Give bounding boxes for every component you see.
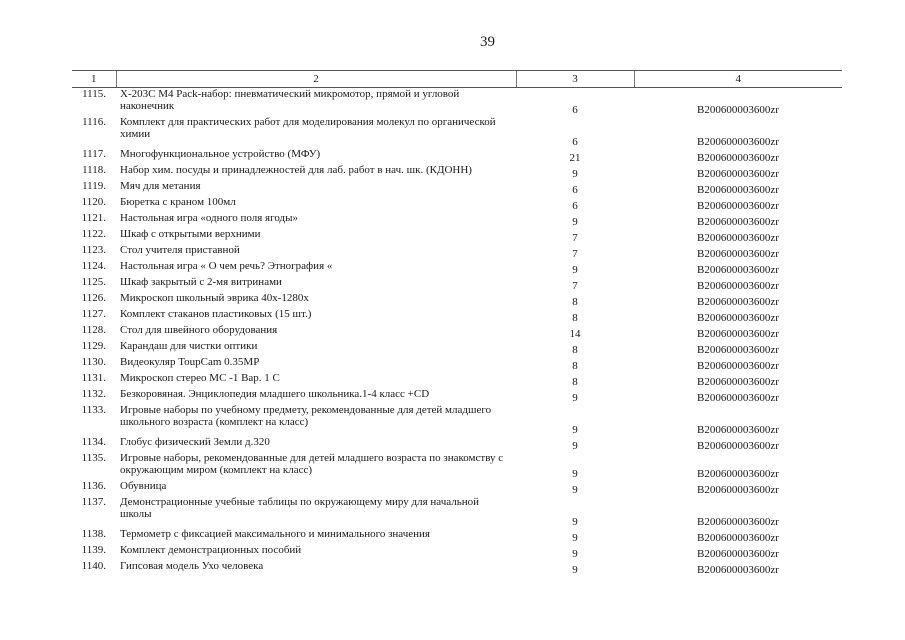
item-code: B200600003600zr: [697, 468, 779, 480]
item-name: Настольная игра «одного поля ягоды»: [120, 212, 299, 224]
table-row: [72, 164, 842, 180]
item-quantity: 9: [572, 216, 578, 228]
item-quantity: 7: [572, 280, 578, 292]
item-name: Игровые наборы по учебному предмету, рекомендованные для детей младшего школьного возраста (комплект на класс): [120, 404, 492, 428]
item-name: Карандаш для чистки оптики: [120, 340, 258, 352]
item-code: B200600003600zr: [697, 296, 779, 308]
item-name: Игровые наборы, рекомендованные для детей младшего возраста по знакомству с окружающим миром (комплект на класс): [120, 452, 504, 476]
item-name: X-203C M4 Pack-набор: пневматический микромотор, прямой и угловой наконечник: [120, 88, 460, 112]
row-number: 1116.: [82, 116, 106, 128]
table-row: [72, 560, 842, 576]
row-number: 1130.: [81, 356, 106, 368]
item-quantity: 8: [572, 344, 578, 356]
item-name: Обувница: [120, 480, 167, 492]
header-row: [72, 71, 842, 88]
column-header-quantity: 3: [516, 71, 634, 88]
table-row: [72, 260, 842, 276]
item-name: Термометр с фиксацией максимального и минимального значения: [120, 528, 430, 540]
item-name: Стол учителя приставной: [120, 244, 240, 256]
table-row: [72, 180, 842, 196]
row-number: 1132.: [81, 388, 106, 400]
table-row: [72, 244, 842, 260]
row-number: 1131.: [81, 372, 106, 384]
item-code: B200600003600zr: [697, 484, 779, 496]
item-quantity: 9: [572, 564, 578, 576]
table-row: [72, 196, 842, 212]
table-row: [72, 528, 842, 544]
item-name: Стол для швейного оборудования: [120, 324, 278, 336]
table-row: [72, 452, 842, 480]
item-code: B200600003600zr: [697, 344, 779, 356]
item-quantity: 9: [572, 168, 578, 180]
item-code: B200600003600zr: [697, 216, 779, 228]
item-code: B200600003600zr: [697, 104, 779, 116]
item-code: B200600003600zr: [697, 184, 779, 196]
item-code: B200600003600zr: [697, 136, 779, 148]
row-number: 1127.: [81, 308, 106, 320]
item-name: Настольная игра « О чем речь? Этнография «: [120, 260, 333, 272]
item-code: B200600003600zr: [697, 532, 779, 544]
row-number: 1139.: [81, 544, 106, 556]
table-row: [72, 148, 842, 164]
column-header-number: 1: [72, 71, 116, 88]
table-row: [72, 388, 842, 404]
item-name: Набор хим. посуды и принадлежностей для лаб. работ в нач. шк. (КДОНН): [120, 164, 472, 176]
item-quantity: 9: [572, 440, 578, 452]
row-number: 1136.: [81, 480, 106, 492]
item-name: Микроскоп школьный эврика 40х-1280х: [120, 292, 309, 304]
item-quantity: 9: [572, 392, 578, 404]
item-name: Комплект демонстрационных пособий: [120, 544, 302, 556]
item-name: Комплект стаканов пластиковых (15 шт.): [120, 308, 312, 320]
row-number: 1118.: [82, 164, 106, 176]
item-code: B200600003600zr: [697, 312, 779, 324]
item-code: B200600003600zr: [697, 232, 779, 244]
item-code: B200600003600zr: [697, 280, 779, 292]
table-row: [72, 544, 842, 560]
column-header-code: 4: [634, 71, 842, 88]
row-number: 1135.: [81, 452, 106, 464]
item-name: Гипсовая модель Ухо человека: [120, 560, 264, 572]
item-code: B200600003600zr: [697, 360, 779, 372]
item-quantity: 7: [572, 232, 578, 244]
item-quantity: 6: [572, 200, 578, 212]
row-number: 1115.: [82, 88, 106, 100]
row-number: 1121.: [81, 212, 106, 224]
item-code: B200600003600zr: [697, 376, 779, 388]
item-quantity: 9: [572, 548, 578, 560]
table-row: [72, 496, 842, 528]
table-row: [72, 292, 842, 308]
row-number: 1122.: [81, 228, 106, 240]
table-row: [72, 276, 842, 292]
row-number: 1124.: [81, 260, 106, 272]
row-number: 1129.: [81, 340, 106, 352]
row-number: 1125.: [81, 276, 106, 288]
item-quantity: 8: [572, 312, 578, 324]
row-number: 1117.: [82, 148, 106, 160]
row-number: 1123.: [81, 244, 106, 256]
page-number: 39: [480, 34, 495, 50]
row-number: 1133.: [81, 404, 106, 416]
item-quantity: 7: [572, 248, 578, 260]
item-code: B200600003600zr: [697, 328, 779, 340]
item-name: Шкаф закрытый с 2-мя витринами: [120, 276, 282, 288]
inventory-table: [72, 70, 842, 576]
item-quantity: 9: [572, 264, 578, 276]
item-quantity: 9: [572, 468, 578, 480]
item-code: B200600003600zr: [697, 200, 779, 212]
table-row: [72, 88, 842, 117]
item-code: B200600003600zr: [697, 424, 779, 436]
table-row: [72, 372, 842, 388]
item-quantity: 6: [572, 136, 578, 148]
table-row: [72, 356, 842, 372]
item-name: Многофункциональное устройство (МФУ): [120, 148, 321, 160]
item-quantity: 8: [572, 296, 578, 308]
row-number: 1126.: [81, 292, 106, 304]
table-row: [72, 228, 842, 244]
item-name: Глобус физический Земли д.320: [120, 436, 270, 448]
table-row: [72, 324, 842, 340]
item-code: B200600003600zr: [697, 516, 779, 528]
item-quantity: 9: [572, 516, 578, 528]
row-number: 1138.: [81, 528, 106, 540]
item-name: Комплект для практических работ для моделирования молекул по органической химии: [120, 116, 496, 140]
row-number: 1128.: [81, 324, 106, 336]
item-name: Демонстрационные учебные таблицы по окружающему миру для начальной школы: [120, 496, 480, 520]
item-code: B200600003600zr: [697, 440, 779, 452]
row-number: 1120.: [81, 196, 106, 208]
item-name: Микроскоп стерео МС -1 Вар. 1 С: [120, 372, 280, 384]
item-quantity: 21: [569, 152, 581, 164]
item-code: B200600003600zr: [697, 392, 779, 404]
table-row: [72, 212, 842, 228]
item-name: Мяч для метания: [120, 180, 201, 192]
row-number: 1137.: [81, 496, 106, 508]
item-quantity: 6: [572, 104, 578, 116]
row-number: 1119.: [82, 180, 106, 192]
row-number: 1134.: [81, 436, 106, 448]
table-row: [72, 480, 842, 496]
item-quantity: 14: [569, 328, 581, 340]
row-number: 1140.: [81, 560, 106, 572]
item-code: B200600003600zr: [697, 248, 779, 260]
column-header-name: 2: [116, 71, 516, 88]
item-quantity: 9: [572, 484, 578, 496]
item-name: Шкаф с открытыми верхними: [120, 228, 261, 240]
table-row: [72, 340, 842, 356]
item-quantity: 6: [572, 184, 578, 196]
item-quantity: 8: [572, 376, 578, 388]
table-row: [72, 308, 842, 324]
item-quantity: 8: [572, 360, 578, 372]
item-name: Безкоровяная. Энциклопедия младшего школьника.1-4 класс +CD: [120, 388, 430, 400]
table-row: [72, 116, 842, 148]
item-name: Бюретка с краном 100мл: [120, 196, 236, 208]
item-quantity: 9: [572, 532, 578, 544]
item-code: B200600003600zr: [697, 548, 779, 560]
item-quantity: 9: [572, 424, 578, 436]
item-code: B200600003600zr: [697, 264, 779, 276]
table-row: [72, 404, 842, 436]
item-code: B200600003600zr: [697, 564, 779, 576]
item-name: Видеокуляр ToupCam 0.35MP: [120, 356, 260, 368]
item-code: B200600003600zr: [697, 152, 779, 164]
table-row: [72, 436, 842, 452]
item-code: B200600003600zr: [697, 168, 779, 180]
